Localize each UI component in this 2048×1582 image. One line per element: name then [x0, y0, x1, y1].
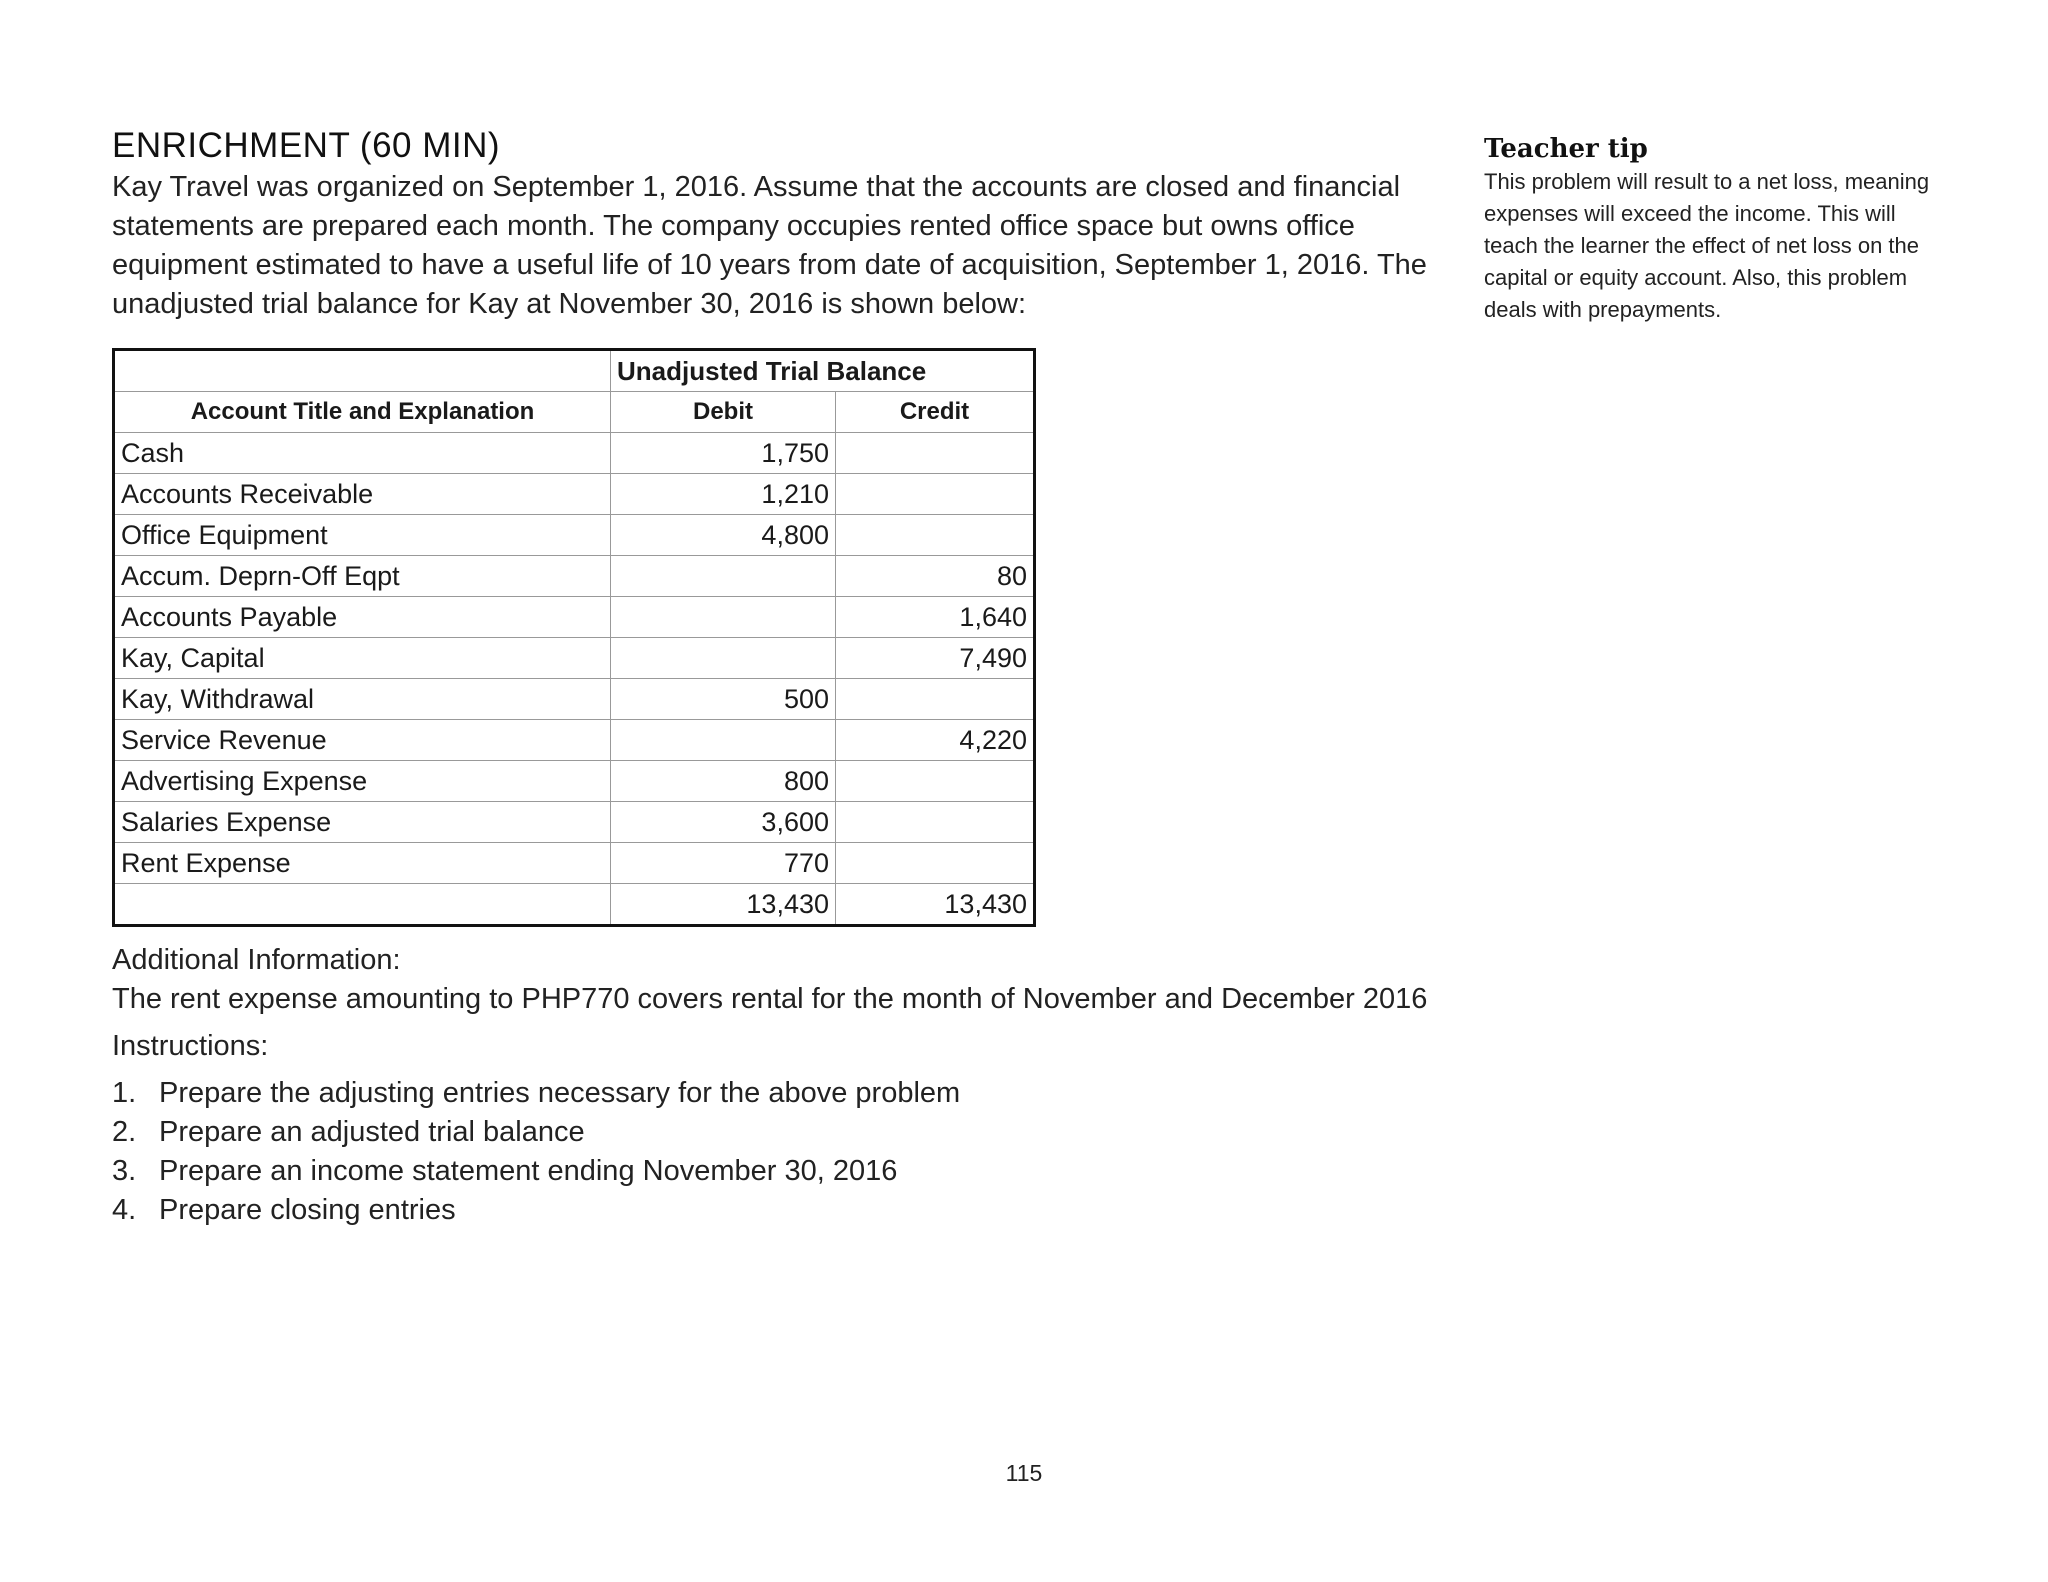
credit-cell: 1,640 [836, 597, 1035, 638]
intro-paragraph: Kay Travel was organized on September 1, 2016. Assume that the accounts are closed and financial statements are prepared each month. The company occupies rented office space but owns office equipment estimated to have a useful life of 10 years from date of acquisition, September 1, 2016. The unadjusted trial balance for Kay at November 30, 2016 is shown below: [112, 171, 1427, 320]
list-number: 2. [112, 1116, 137, 1148]
list-item [112, 1074, 1442, 1113]
empty-header-cell [114, 350, 611, 392]
credit-cell: 7,490 [836, 638, 1035, 679]
list-text: Prepare an adjusted trial balance [159, 1116, 585, 1148]
credit-cell [836, 761, 1035, 802]
account-cell: Salaries Expense [114, 802, 611, 843]
credit-cell [836, 433, 1035, 474]
table-row [114, 515, 1035, 556]
instructions-list [112, 1074, 1442, 1230]
list-number: 1. [112, 1077, 137, 1109]
table-column-header-row [114, 392, 1035, 433]
table-row [114, 638, 1035, 679]
trial-balance-table [112, 348, 1036, 927]
table-row [114, 843, 1035, 884]
column-header-debit: Debit [611, 392, 836, 433]
page-number: 115 [1005, 1460, 1043, 1486]
account-cell: Accounts Payable [114, 597, 611, 638]
additional-info-title: Additional Information: [112, 944, 401, 976]
credit-cell: 4,220 [836, 720, 1035, 761]
list-item [112, 1113, 1442, 1152]
account-cell: Cash [114, 433, 611, 474]
debit-cell [611, 597, 836, 638]
credit-cell: 80 [836, 556, 1035, 597]
credit-cell [836, 679, 1035, 720]
debit-cell: 4,800 [611, 515, 836, 556]
debit-cell: 770 [611, 843, 836, 884]
table-row [114, 556, 1035, 597]
teacher-tip-title: Teacher tip [1484, 134, 1648, 164]
table-row [114, 761, 1035, 802]
debit-cell: 500 [611, 679, 836, 720]
debit-cell: 3,600 [611, 802, 836, 843]
additional-info-text: The rent expense amounting to PHP770 covers rental for the month of November and December 2016 [112, 983, 1428, 1015]
table-row [114, 433, 1035, 474]
table-row [114, 720, 1035, 761]
table-row [114, 597, 1035, 638]
credit-cell [836, 802, 1035, 843]
debit-cell [611, 556, 836, 597]
account-cell: Service Revenue [114, 720, 611, 761]
list-number: 3. [112, 1155, 137, 1187]
main-content [112, 124, 1442, 1230]
account-cell: Rent Expense [114, 843, 611, 884]
list-text: Prepare the adjusting entries necessary for the above problem [159, 1077, 961, 1109]
instructions-title: Instructions: [112, 1030, 269, 1062]
credit-total-cell: 13,430 [836, 884, 1035, 926]
credit-cell [836, 515, 1035, 556]
table-total-row [114, 884, 1035, 926]
debit-cell: 1,210 [611, 474, 836, 515]
account-cell: Advertising Expense [114, 761, 611, 802]
list-text: Prepare closing entries [159, 1194, 456, 1226]
table-row [114, 474, 1035, 515]
account-cell: Kay, Capital [114, 638, 611, 679]
account-cell: Accum. Deprn-Off Eqpt [114, 556, 611, 597]
list-item [112, 1191, 1442, 1230]
account-cell [114, 884, 611, 926]
table-row [114, 802, 1035, 843]
debit-cell: 800 [611, 761, 836, 802]
table-body [114, 433, 1035, 926]
table-group-header-row [114, 350, 1035, 392]
debit-cell: 1,750 [611, 433, 836, 474]
column-header-credit: Credit [836, 392, 1035, 433]
teacher-tip-box [1484, 132, 1954, 326]
page-heading: ENRICHMENT (60 MIN) [112, 126, 501, 165]
column-header-account: Account Title and Explanation [114, 392, 611, 433]
debit-cell [611, 638, 836, 679]
credit-cell [836, 474, 1035, 515]
account-cell: Kay, Withdrawal [114, 679, 611, 720]
account-cell: Accounts Receivable [114, 474, 611, 515]
credit-cell [836, 843, 1035, 884]
list-text: Prepare an income statement ending November 30, 2016 [159, 1155, 898, 1187]
debit-total-cell: 13,430 [611, 884, 836, 926]
teacher-tip-text: This problem will result to a net loss, meaning expenses will exceed the income. This will teach the learner the effect of net loss on the capital or equity account. Also, this problem deals with prepayments. [1484, 169, 1930, 322]
table-row [114, 679, 1035, 720]
group-header: Unadjusted Trial Balance [611, 350, 1035, 392]
debit-cell [611, 720, 836, 761]
list-item [112, 1152, 1442, 1191]
account-cell: Office Equipment [114, 515, 611, 556]
list-number: 4. [112, 1194, 137, 1226]
